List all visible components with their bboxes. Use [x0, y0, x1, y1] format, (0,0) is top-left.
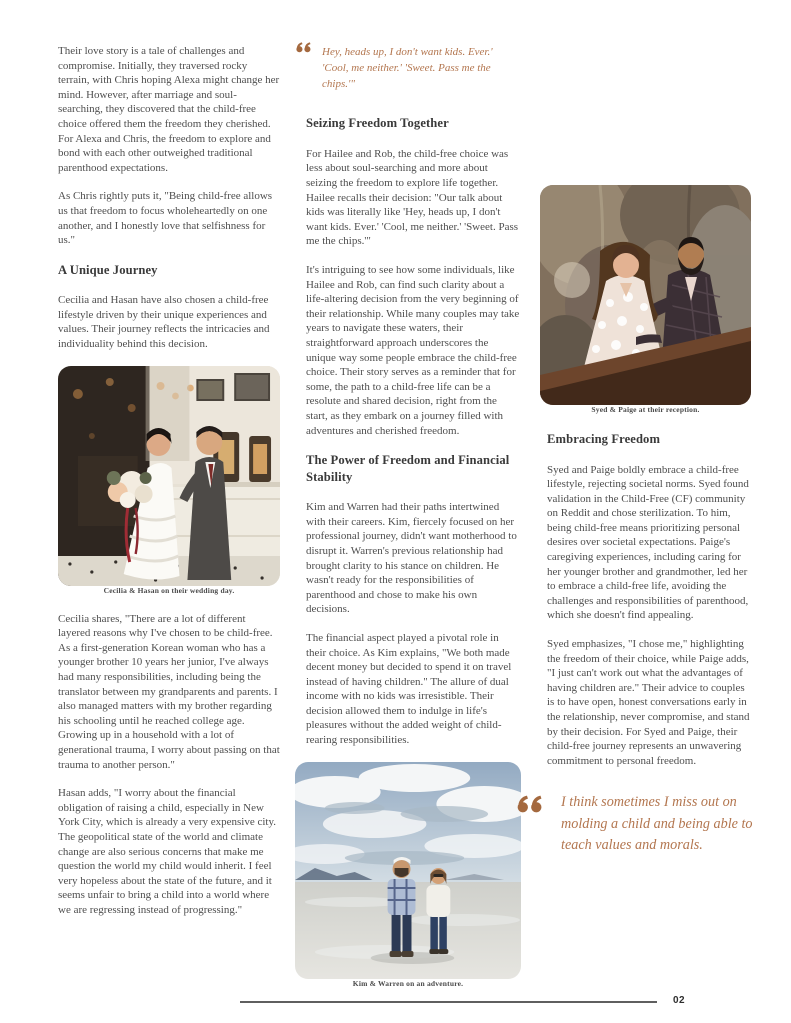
paragraph: Syed and Paige boldly embrace a child-free lifestyle, rejecting societal norms. Syed found validation in the Child-Free (CF) community on Reddit and chose sterilization. To him, being child-free means prioritizing personal desires over societal expectations. Paige's caregiving experiences, including caring for her younger brother and grandmother, led her to embrace a child-free life, avoiding the challenges and responsibilities of parenthood, which she doesn't find appealing.	[547, 463, 749, 622]
reception-photo-figure	[540, 185, 751, 414]
page-number: 02	[673, 995, 686, 1006]
paragraph: Their love story is a tale of challenges and compromise. Initially, they traversed rocky terrain, with Chris hoping Alexa might change her mind. However, after marriage and soul-searching, they discovered that the child-free choice offered them the freedom they cherished. For Alexa and Chris, the freedom to explore and bond with each other outweighed traditional parenthood expectations.	[58, 45, 280, 174]
reception-photo-caption: Syed & Paige at their reception.	[591, 405, 700, 414]
pull-quote-bottom-text: I think sometimes I miss out on molding a child and being able to teach values and morals.	[561, 794, 753, 854]
wedding-photo-figure	[58, 366, 280, 595]
section-heading-embracing-freedom: Embracing Freedom	[547, 432, 661, 446]
paragraph: Cecilia shares, "There are a lot of different layered reasons why I've chosen to be child-free. As a first-generation Korean woman who has a younger brother 10 years her junior, I've always had many responsibilities, including being the translator between my grandparents and parents. I also managed matters with my brother regarding his schooling until he reached college age. Growing up in a household with a lot of generational trauma, I worry about passing on that trauma to another person."	[58, 612, 280, 771]
section-heading-seizing-freedom: Seizing Freedom Together	[306, 116, 449, 131]
quote-icon	[517, 795, 544, 813]
paragraph: As Chris rightly puts it, "Being child-free allows us that freedom to focus wholeheartedly on one another, and I honestly love that selfishness for us."	[58, 190, 273, 247]
paragraph: Kim and Warren had their paths intertwined with their careers. Kim, fiercely focused on her professional journey, didn't want motherhood to disrupt it. Warren's previous relationship had brought clarity to his stance on children. He wasn't ready for the responsibilities of parenthood and chose to make his own decisions.	[306, 501, 517, 616]
pull-quote-bottom	[547, 792, 751, 857]
pull-quote-top	[306, 40, 521, 92]
middle-column	[295, 40, 521, 1005]
wedding-photo-caption: Cecilia & Hasan on their wedding day.	[103, 585, 235, 595]
pull-quote-top-text: Hey, heads up, I don't want kids. Ever.' 'Cool, me neither.' 'Sweet. Pass me the chips.'"	[322, 46, 493, 90]
paragraph: Cecilia and Hasan have also chosen a child-free lifestyle driven by their unique experiences and values. Their journey reflects the intricacies and individuality behind this decision.	[58, 294, 270, 350]
paragraph: For Hailee and Rob, the child-free choice was less about soul-searching and more about seizing the freedom to explore life together. Hailee recalls their decision: "Our talk about kids was literally like 'Hey, heads up, I don't want kids. Ever.' 'Cool, me neither.' 'Sweet. Pass me the chips.'"	[306, 147, 519, 248]
paragraph: Hasan adds, "I worry about the financial obligation of raising a child, especially in New York City, which is already a very expensive city. The geopolitical state of the world and climate change are also serious concerns that make me question the world my child would inherit. I feel very hopeless about the state of the future, and it seems unfair to bring a child into a world where we are regressing instead of progressing."	[58, 787, 277, 916]
paragraph: It's intriguing to see how some individuals, like Hailee and Rob, can find such clarity about a life-altering decision from the very beginning of their relationship. While many couples may take years to navigate these waters, their straightforward approach underscores the unique way some people embrace the child-free choice. Their story serves as a reminder that for some, the path to a child-free life can be a resolute and shared decision, right from the start, as they embark on a journey filled with adventures and cherished freedom.	[306, 264, 520, 437]
adventure-photo-figure	[295, 762, 521, 988]
adventure-photo-caption: Kim & Warren on an adventure.	[352, 978, 464, 988]
quote-icon	[296, 42, 312, 53]
reception-photo	[540, 185, 751, 405]
footer-rule	[240, 1001, 657, 1003]
section-heading-power-of-freedom: The Power of Freedom and Financial Stability	[306, 453, 510, 484]
paragraph: Syed emphasizes, "I chose me," highlighting the freedom of their choice, while Paige adds, "I just can't work out what the advantages of having children are." Their advice to couples is to have open, honest conversations early in the relationship, never compromise, and stand by their decision. For Syed and Paige, their child-free journey represents an unwavering commitment to personal freedom.	[547, 638, 750, 767]
left-column	[58, 44, 280, 931]
section-heading-unique-journey: A Unique Journey	[58, 262, 158, 277]
paragraph: The financial aspect played a pivotal role in their choice. As Kim explains, "We both made decent money but decided to spend it on travel instead of having children." The allure of dual income with no kids was irresistible. Their decision allowed them to indulge in life's pleasures without the added weight of child-rearing responsibilities.	[306, 631, 512, 747]
wedding-photo	[58, 366, 280, 586]
salt-flats-photo	[295, 762, 521, 979]
right-column	[540, 185, 751, 857]
